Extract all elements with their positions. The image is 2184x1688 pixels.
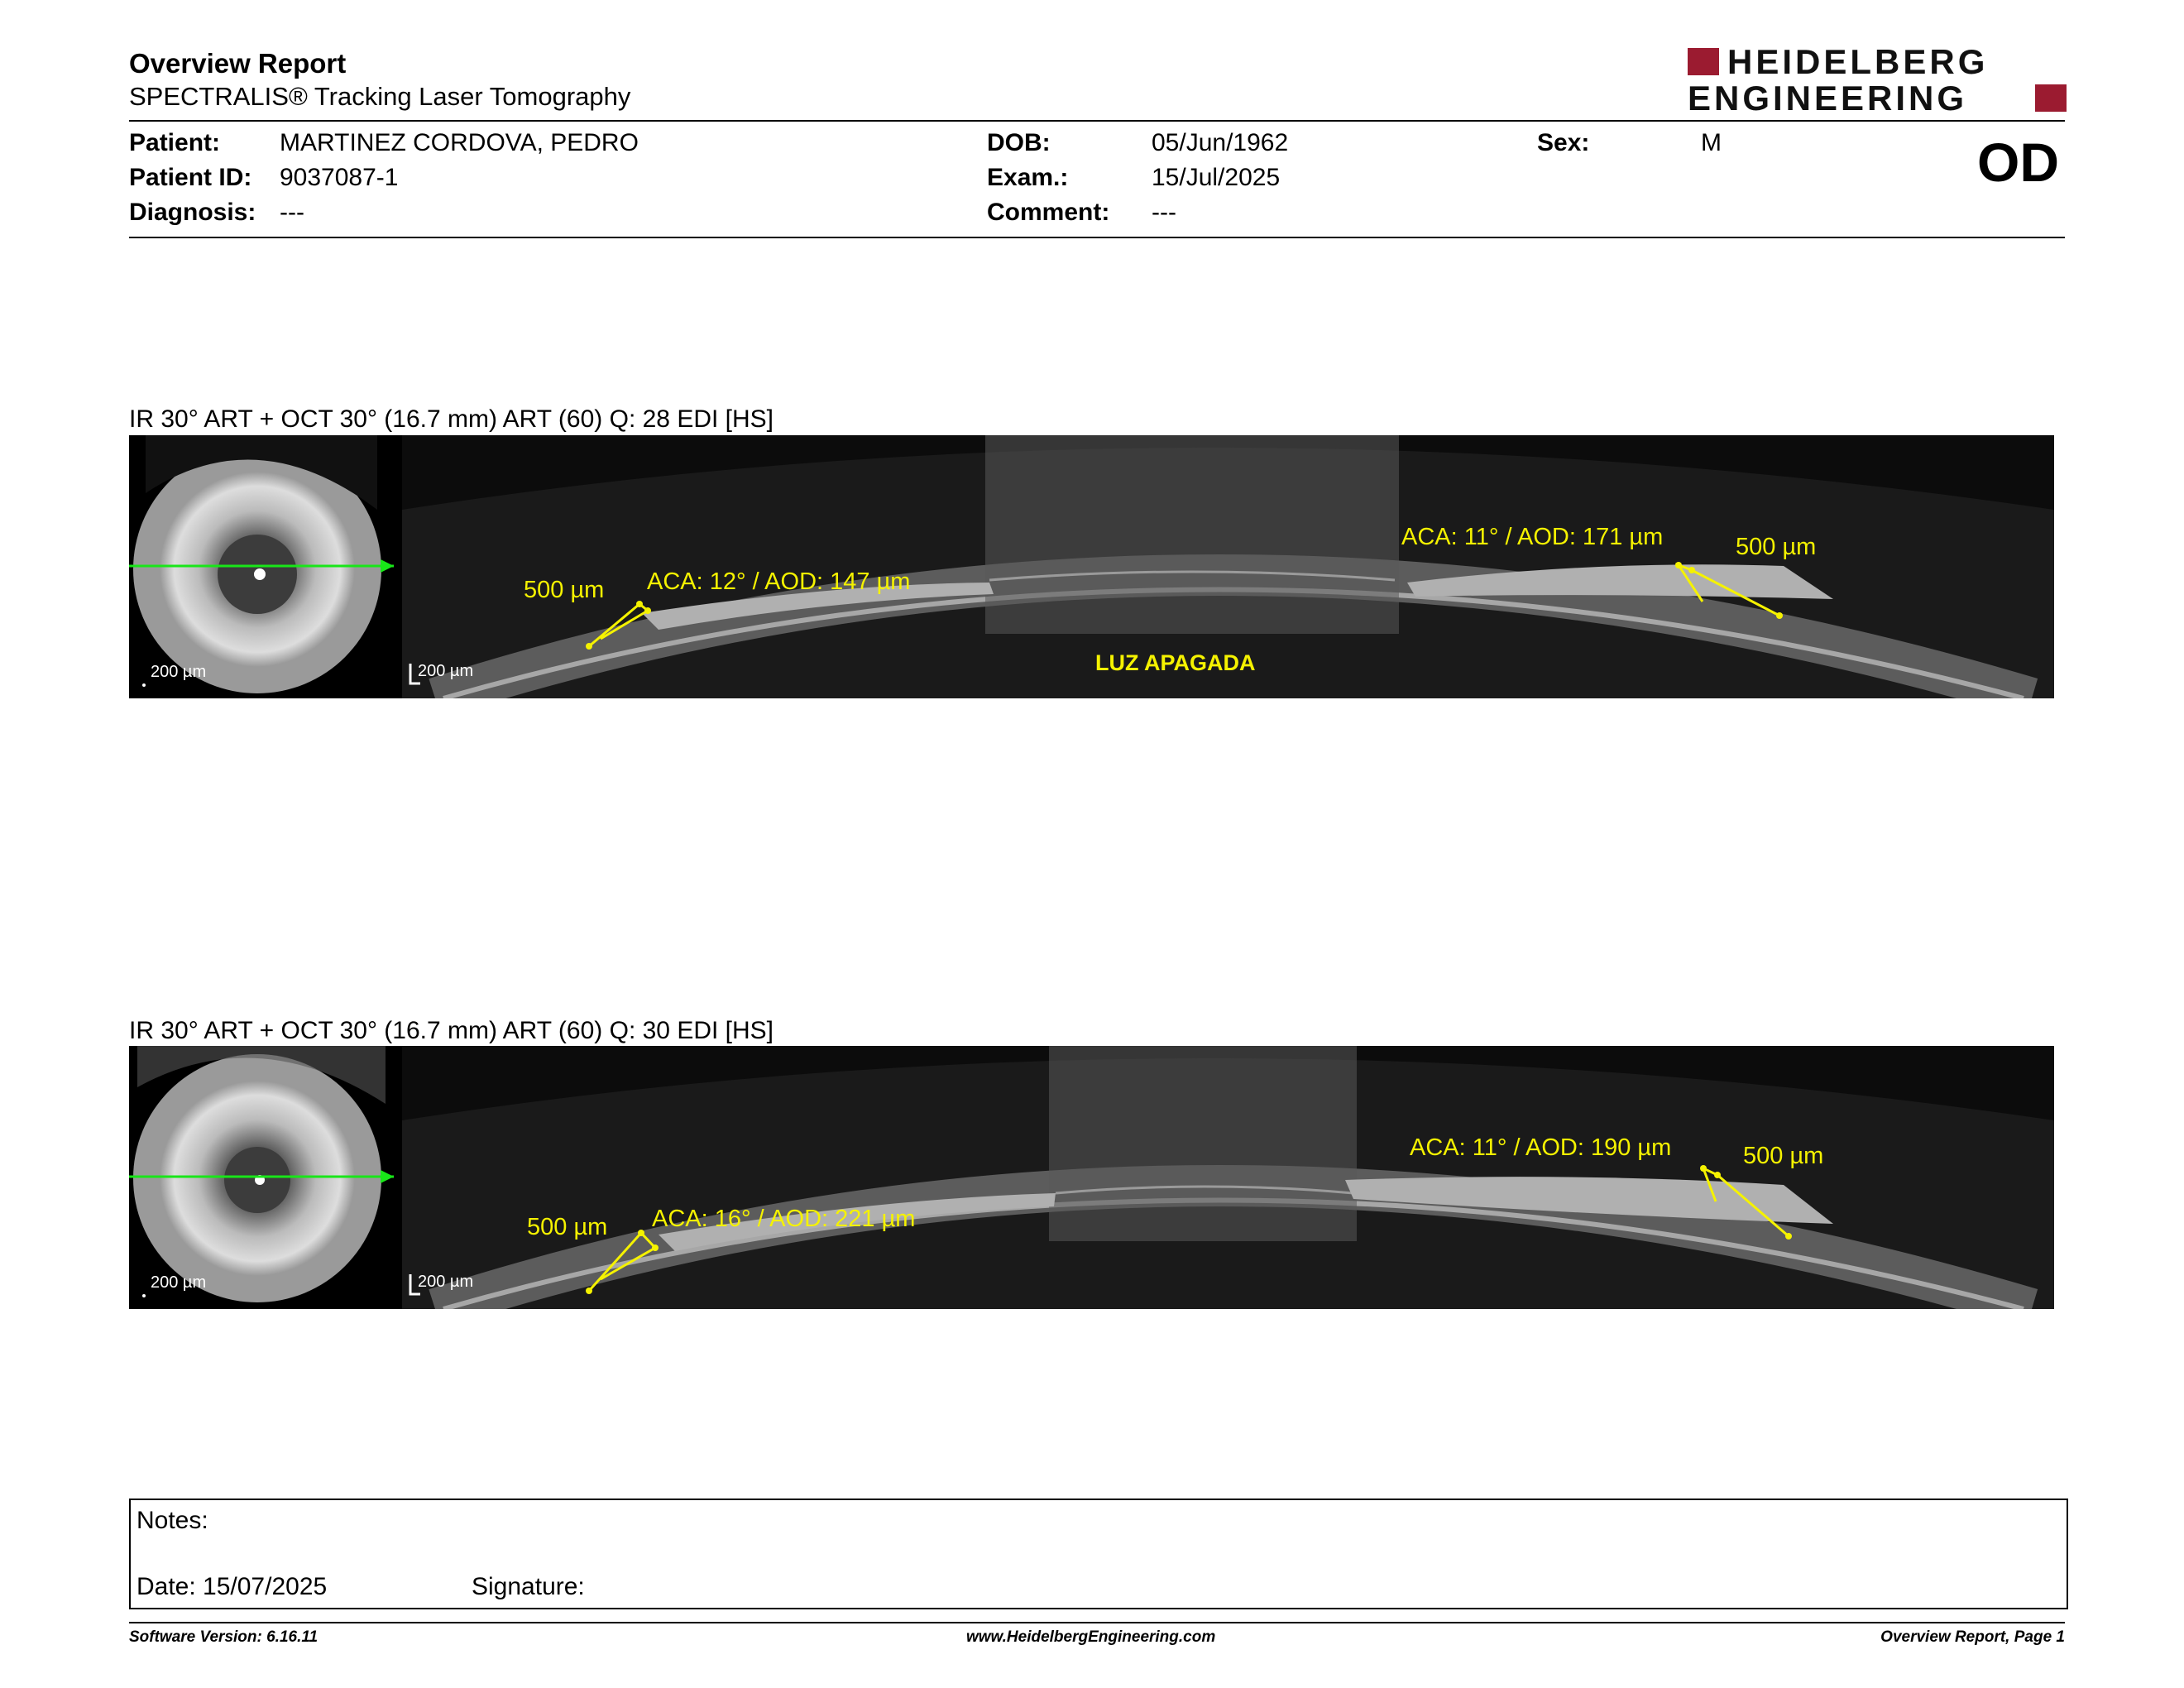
- right-length-label: 500 µm: [1743, 1143, 1824, 1169]
- ir-scale-label: 200 µm: [151, 663, 207, 681]
- logo-square-icon-2: [2035, 84, 2067, 112]
- left-aca-point: [636, 601, 643, 607]
- patient-name: MARTINEZ CORDOVA, PEDRO: [280, 129, 639, 156]
- right-aca-point: [1714, 1172, 1721, 1178]
- patient-id-label: Patient ID:: [129, 164, 252, 191]
- patient-id: 9037087-1: [280, 164, 399, 191]
- logo-line-2: ENGINEERING: [1688, 79, 1968, 117]
- scan-1-image: [129, 435, 2054, 698]
- report-title: Overview Report: [129, 48, 347, 79]
- diagnosis-label: Diagnosis:: [129, 199, 256, 226]
- scan-2-title: IR 30° ART + OCT 30° (16.7 mm) ART (60) Q: 30 EDI [HS]: [129, 1017, 774, 1044]
- left-aca-point: [586, 1288, 592, 1294]
- header-rule-top: [129, 120, 2065, 122]
- ir-reflex: [254, 568, 266, 580]
- right-aca-point: [1785, 1233, 1792, 1240]
- left-aca-label: ACA: 16° / AOD: 221 µm: [652, 1206, 916, 1232]
- software-version: Software Version: 6.16.11: [129, 1628, 318, 1646]
- ir-scale-dot: [142, 683, 146, 687]
- oct-scale-label: 200 µm: [418, 662, 474, 680]
- eye-label: OD: [1977, 132, 2059, 193]
- left-aca-point: [638, 1230, 644, 1236]
- sex-value: M: [1701, 129, 1722, 156]
- left-aca-point: [652, 1244, 659, 1251]
- ir-scale-label: 200 µm: [151, 1273, 207, 1292]
- report-subtitle: SPECTRALIS® Tracking Laser Tomography: [129, 82, 631, 111]
- scan-1-panel: [129, 435, 2054, 698]
- oct-central-artifact: [985, 435, 1399, 634]
- overlay-label: LUZ APAGADA: [1095, 650, 1256, 675]
- patient-label: Patient:: [129, 129, 221, 156]
- heidelberg-logo: [1688, 43, 2068, 116]
- signature-label: Signature:: [472, 1573, 585, 1600]
- date-label: Date: 15/07/2025: [136, 1573, 328, 1600]
- left-aca-point: [586, 643, 592, 650]
- left-aca-label: ACA: 12° / AOD: 147 µm: [647, 568, 911, 595]
- exam-label: Exam.:: [987, 164, 1069, 191]
- dob-value: 05/Jun/1962: [1152, 129, 1289, 156]
- left-length-label: 500 µm: [527, 1214, 608, 1240]
- diagnosis-value: ---: [280, 199, 304, 226]
- exam-value: 15/Jul/2025: [1152, 164, 1281, 191]
- left-aca-point: [644, 607, 651, 614]
- right-aca-point: [1700, 1165, 1707, 1172]
- comment-label: Comment:: [987, 199, 1110, 226]
- website-link[interactable]: www.HeidelbergEngineering.com: [966, 1628, 1216, 1646]
- comment-value: ---: [1152, 199, 1176, 226]
- oct-scale-label: 200 µm: [418, 1273, 474, 1291]
- logo-square-icon: [1688, 48, 1719, 75]
- page-info: Overview Report, Page 1: [1880, 1628, 2065, 1646]
- dob-label: DOB:: [987, 129, 1051, 156]
- right-aca-point: [1688, 567, 1695, 573]
- sex-label: Sex:: [1537, 129, 1590, 156]
- right-aca-label: ACA: 11° / AOD: 190 µm: [1410, 1134, 1672, 1161]
- right-aca-label: ACA: 11° / AOD: 171 µm: [1401, 524, 1664, 550]
- right-length-label: 500 µm: [1736, 534, 1817, 560]
- scan-2-panel: [129, 1046, 2054, 1309]
- ir-scale-dot: [142, 1294, 146, 1297]
- left-length-label: 500 µm: [524, 577, 605, 603]
- logo-line-1: HEIDELBERG: [1727, 42, 1989, 81]
- right-aca-point: [1675, 562, 1682, 568]
- notes-box[interactable]: [129, 1499, 2068, 1609]
- scan-1-title: IR 30° ART + OCT 30° (16.7 mm) ART (60) Q: 28 EDI [HS]: [129, 405, 774, 433]
- footer-rule: [129, 1622, 2065, 1623]
- header-rule-bottom: [129, 237, 2065, 238]
- notes-label: Notes:: [136, 1507, 208, 1534]
- scan-2-image: [129, 1046, 2054, 1309]
- right-aca-point: [1776, 612, 1783, 619]
- oct-central-artifact: [1049, 1046, 1357, 1241]
